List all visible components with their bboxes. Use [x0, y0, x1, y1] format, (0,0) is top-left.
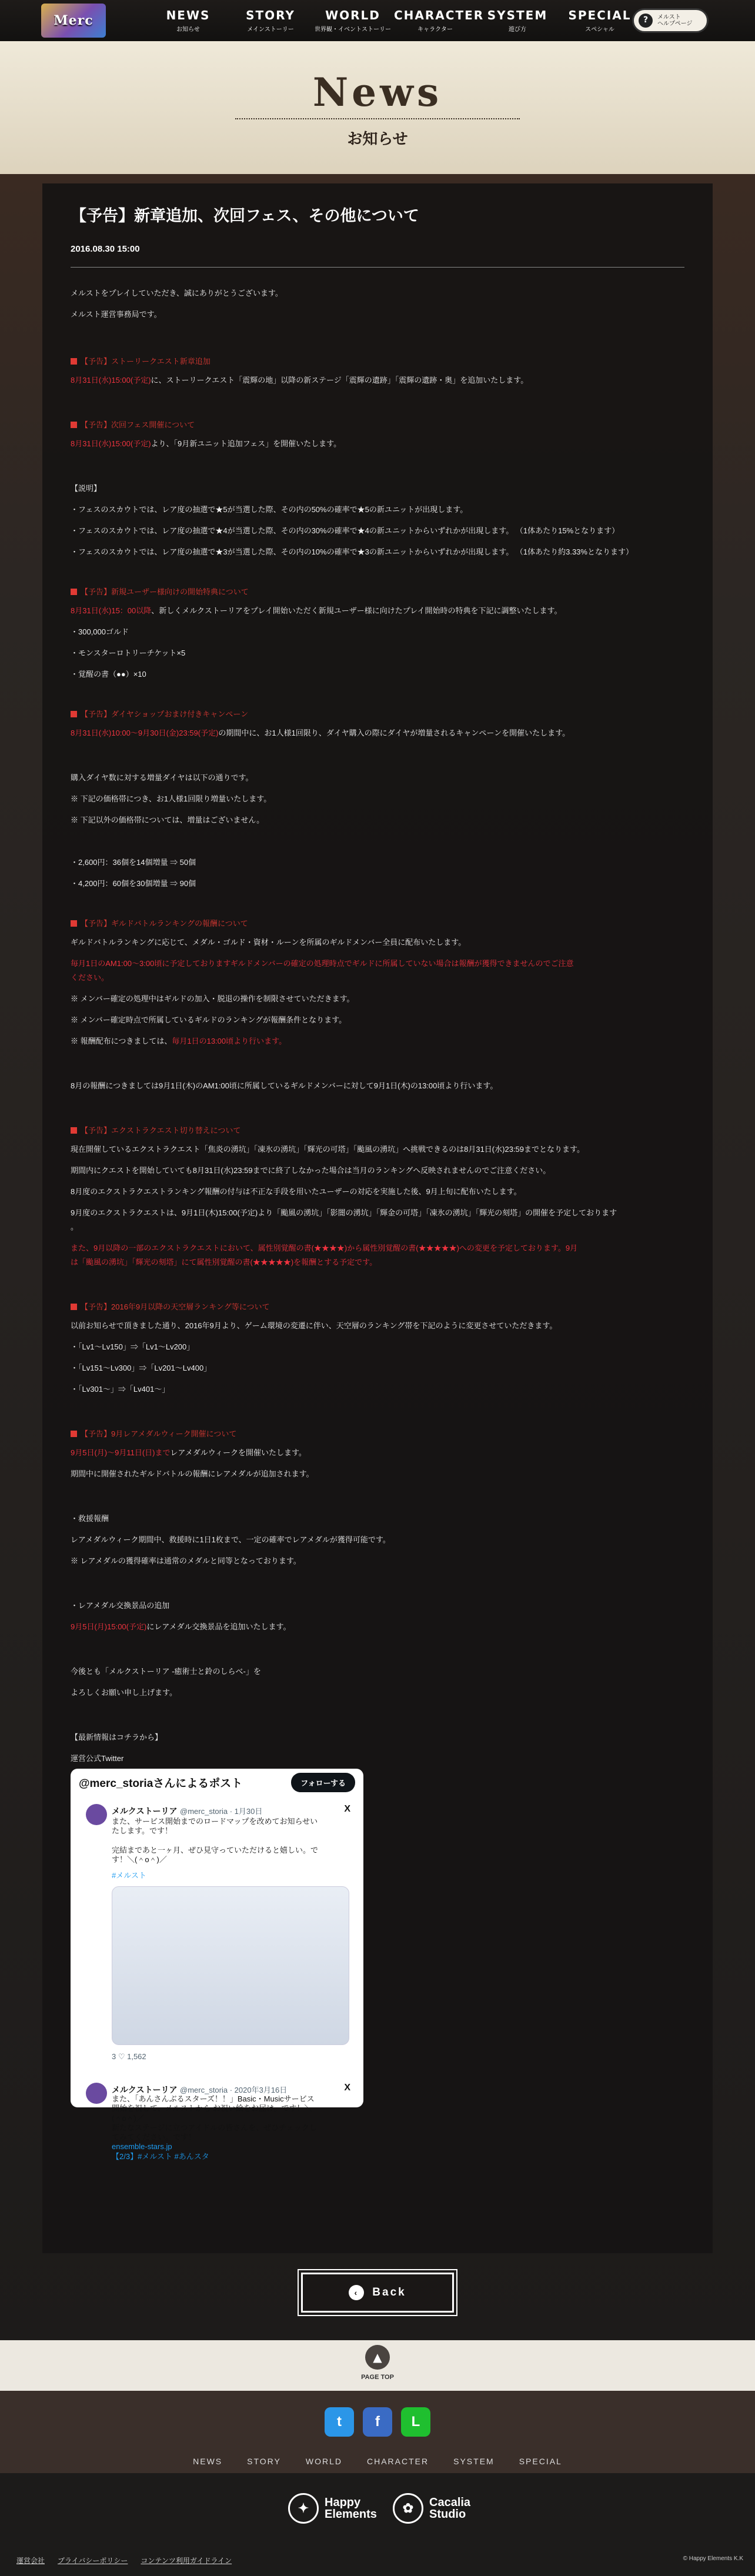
tweet-link[interactable]: ensemble-stars.jp [112, 2142, 172, 2151]
nav-label: CHARACTER [394, 8, 485, 22]
nav-world[interactable] [312, 8, 394, 33]
twitter-embed-title: @merc_storiaさんによるポスト [79, 1777, 243, 1790]
page-top-label: PAGE TOP [361, 2374, 394, 2381]
footer-social [0, 2391, 755, 2473]
nav-story[interactable] [229, 8, 312, 33]
body-text: 8月の報酬につきましては9月1日(木)のAM1:00頃に所属しているギルドメンバーに対して9月1日(木)の13:00頃より行います。 [71, 1081, 498, 1090]
happy-elements-logo[interactable] [288, 2491, 377, 2526]
copyright: © Happy Elements K.K [683, 2555, 743, 2562]
happy-elements-mark-icon: ✦ [288, 2493, 319, 2524]
nav-sublabel: 遊び方 [509, 26, 526, 33]
twitter-embed[interactable] [71, 1769, 363, 2161]
brand-name: Happy Elements [325, 2496, 377, 2521]
footer-nav-news[interactable]: NEWS [193, 2457, 223, 2466]
arrow-up-icon: ▲ [365, 2345, 390, 2370]
body-text: 現在開催しているエクストラクエスト「焦炎の湧坑」「凍氷の湧坑」「輝光の可塔」「颱風の湧坑」へ挑戦できるのは8月31日(水)23:59までとなります。 [71, 1145, 584, 1154]
cacalia-mark-icon: ✿ [393, 2493, 423, 2524]
nav-label: SYSTEM [487, 8, 548, 22]
square-bullet-icon [71, 422, 77, 428]
nav-sublabel: 世界観・イベントストーリー [315, 26, 391, 33]
body-text: ・救援報酬 [71, 1514, 109, 1523]
body-text: 9月度のエクストラクエストは、9月1日(木)15:00(予定)より「颱風の湧坑」「影闇の湧坑」「輝金の可塔」「凍氷の湧坑」「輝光の刻塔」の開催を予定しております [71, 1208, 617, 1217]
tweet-author: メルクストーリア [112, 1806, 178, 1816]
body-text: ・4,200円：60個を30個増量 ⇒ 90個 [71, 879, 196, 888]
nav-sublabel: スペシャル [585, 26, 614, 33]
body-text: ・2,600円：36個を14個増量 ⇒ 50個 [71, 858, 196, 867]
body-text: 8月度のエクストラクエストランキング報酬の付与は不正な手段を用いたユーザーの対応を実施した後、9月上旬に配布いたします。 [71, 1187, 522, 1196]
body-text: ※ 下記の価格帯につき、お1人様1回限り増量いたします。 [71, 794, 272, 803]
square-bullet-icon [71, 358, 77, 365]
square-bullet-icon [71, 1127, 77, 1134]
tweet-handle: @merc_storia · 2020年3月16日 [180, 2086, 288, 2094]
nav-label: SPECIAL [568, 8, 632, 22]
body-text: メルストをプレイしていただき、誠にありがとうございます。 [71, 289, 283, 298]
tweet-hashtag[interactable]: 【2/3】#メルスト #あんスタ [112, 2151, 209, 2161]
nav-label: STORY [246, 8, 295, 22]
section-heading: 【予告】新規ユーザー様向けの開始特典について [71, 588, 249, 596]
twitter-embed-header [71, 1769, 363, 1796]
footer-nav-world[interactable]: WORLD [305, 2457, 342, 2466]
question-icon: ? [639, 14, 653, 28]
square-bullet-icon [71, 711, 77, 717]
body-text: 8月31日(水)15:00(予定)に、ストーリークエスト「震輝の地」以降の新ステージ「震輝の遺跡」「震輝の遺跡・奥」を追加いたします。 [71, 376, 529, 385]
page-banner [0, 41, 755, 174]
footer-nav [0, 2457, 755, 2466]
avatar [86, 1804, 107, 1825]
nav-label: WORLD [325, 8, 380, 22]
body-text: ・300,000ゴルド [71, 627, 129, 636]
nav-special[interactable] [559, 8, 641, 33]
back-label: Back [372, 2286, 406, 2298]
footer-nav-story[interactable]: STORY [247, 2457, 281, 2466]
tweet-stats: 3 ♡ 1,562 [112, 2052, 146, 2061]
body-text: ・「Lv151〜Lv300」⇒「Lv201〜Lv400」 [71, 1364, 212, 1372]
help-page-button[interactable] [632, 8, 709, 33]
body-text: また、9月以降の一部のエクストラクエストにおいて、属性別覚醒の書(★★★★)から属性別覚醒の書(★★★★★)への変更を予定しております。9月 [71, 1244, 578, 1252]
section-heading: 【予告】エクストラクエスト切り替えについて [71, 1127, 240, 1134]
article-date: 2016.08.30 15:00 [71, 244, 140, 254]
site-logo[interactable] [41, 4, 106, 38]
line-icon[interactable]: L [401, 2407, 430, 2437]
body-text: よろしくお願い申し上げます。 [71, 1688, 177, 1697]
body-text: 8月31日(水)10:00〜9月30日(金)23:59(予定)の期間中に、お1人様1回限り、ダイヤ購入の際にダイヤが増量されるキャンペーンを開催いたします。 [71, 729, 570, 737]
page-title: News [312, 69, 443, 115]
square-bullet-icon [71, 920, 77, 927]
section-heading: 【予告】2016年9月以降の天空層ランキング等について [71, 1303, 270, 1311]
body-text: 【最新情報はコチラから】 [71, 1733, 163, 1742]
nav-sublabel: キャラクター [417, 26, 453, 33]
logo-text: Merc [54, 13, 93, 28]
x-logo-icon: X [344, 2083, 350, 2093]
square-bullet-icon [71, 589, 77, 595]
brand-name: Cacalia Studio [429, 2496, 471, 2521]
tweet-text: また、「あんさんぶるスターズ！！」Basic・Musicサービス 開始を祝して、メルストから お祝い絵をお届け。です！＼ (＾o＾)／ 新たなステージに立つアイドルの皆さんを、ぜひチェックし てみてください。です！ ensemble-stars.jp 【2/3】#メルスト #あんスタ [112, 2094, 317, 2161]
section-heading: 【予告】ギルドバトルランキングの報酬について [71, 920, 248, 927]
section-heading: 【予告】ストーリークエスト新章追加 [71, 358, 211, 365]
section-heading: 【予告】次回フェス開催について [71, 421, 195, 429]
body-text: 購入ダイヤ数に対する増量ダイヤは以下の通りです。 [71, 773, 253, 782]
body-text: 【説明】 [71, 484, 102, 493]
x-logo-icon: X [344, 1804, 350, 1814]
back-button[interactable] [301, 2273, 454, 2313]
footer-link[interactable]: コンテンツ利用ガイドライン [141, 2557, 232, 2565]
body-text: 以前お知らせで頂きました通り、2016年9月より、ゲーム環境の変遷に伴い、天空層のランキング帯を下記のように変更させていただきます。 [71, 1321, 557, 1330]
body-text: レアメダルウィーク期間中、救援時に1日1枚まで、一定の確率でレアメダルが獲得可能です。 [71, 1535, 390, 1544]
title-divider [235, 118, 520, 119]
nav-label: NEWS [166, 8, 211, 22]
nav-system[interactable] [476, 8, 559, 33]
site-header [0, 0, 755, 41]
body-text: ・「Lv1〜Lv150」⇒「Lv1〜Lv200」 [71, 1342, 195, 1351]
nav-sublabel: お知らせ [176, 26, 200, 33]
footer-link[interactable]: 運営会社 [16, 2557, 45, 2565]
body-text: ※ 下記以外の価格帯については、増量はございません。 [71, 816, 265, 824]
footer-links [16, 2555, 232, 2565]
back-arrow-icon: ‹ [349, 2285, 364, 2300]
body-text: ※ メンバー確定時点で所属しているギルドのランキングが報酬条件となります。 [71, 1015, 347, 1024]
footer-nav-special[interactable]: SPECIAL [519, 2457, 562, 2466]
help-label: メルスト ヘルプページ [657, 14, 693, 27]
body-text: ・覚醒の書（●●）×10 [71, 670, 146, 679]
page-top-button[interactable] [0, 2340, 755, 2391]
section-heading: 【予告】ダイヤショップおまけ付きキャンペーン [71, 710, 248, 718]
avatar [86, 2083, 107, 2104]
body-text: 期間中に開催されたギルドバトルの報酬にレアメダルが追加されます。 [71, 1469, 314, 1478]
body-text: ください。 [71, 973, 109, 982]
body-text: 9月5日(月)〜9月11日(日)までレアメダルウィークを開催いたします。 [71, 1448, 306, 1457]
nav-sublabel: メインストーリー [247, 26, 294, 33]
footer-link[interactable]: プライバシーポリシー [58, 2557, 128, 2565]
body-text: 。 [71, 1222, 79, 1231]
body-text: 今後とも「メルクストーリア -癒術士と鈴のしらべ-」を [71, 1667, 261, 1676]
article-title: 【予告】新章追加、次回フェス、その他について [71, 207, 419, 225]
tweet-text: また、サービス開始までのロードマップを改めてお知らせい たします。です！ 完結まであと一ヶ月、ぜひ見守っていただけると嬉しい。で す！＼(＾o＾)／ [112, 1817, 319, 1864]
body-text: ・モンスターロトリーチケット×5 [71, 649, 186, 657]
tweet-hashtag[interactable]: #メルスト [112, 1871, 146, 1880]
follow-button[interactable]: フォローする [291, 1773, 355, 1792]
square-bullet-icon [71, 1304, 77, 1310]
tweet-author: メルクストーリア [112, 2085, 178, 2094]
body-text: ・フェスのスカウトでは、レア度の抽選で★3が当選した際、その内の10%の確率で★3の新ユニットからいずれかが出現します。 （1体あたり約3.33%となります） [71, 547, 633, 556]
cacalia-studio-logo[interactable] [393, 2491, 470, 2526]
body-text: ※ 報酬配布につきましては、毎月1日の13:00頃より行います。 [71, 1037, 287, 1045]
tweet-image[interactable] [112, 1886, 349, 2045]
body-text: 8月31日(水)15：00以降、新しくメルクストーリアをプレイ開始いただく新規ユーザー様に向けたプレイ開始時の特典を下記に調整いたします。 [71, 606, 562, 615]
footer-bottom [0, 2473, 755, 2576]
section-heading: 【予告】9月レアメダルウィーク開催について [71, 1430, 236, 1438]
body-text: ・「Lv301〜」⇒「Lv401〜」 [71, 1385, 170, 1394]
main-nav [147, 8, 641, 33]
body-text: ギルドバトルランキングに応じて、メダル・ゴルド・資材・ルーンを所属のギルドメンバー全員に配布いたします。 [71, 938, 466, 947]
body-text: ※ メンバー確定の処理中はギルドの加入・脱退の操作を制限させていただきます。 [71, 994, 355, 1003]
body-text: 9月5日(月)15:00(予定)にレアメダル交換景品を追加いたします。 [71, 1622, 291, 1631]
facebook-icon[interactable]: f [363, 2407, 392, 2437]
body-text: 8月31日(水)15:00(予定)より、「9月新ユニット追加フェス」を開催いたします。 [71, 439, 342, 448]
nav-character[interactable] [394, 8, 485, 33]
body-text: は「颱風の湧坑」「輝光の刻塔」にて属性別覚醒の書(★★★★★)を報酬とする予定です。 [71, 1258, 378, 1267]
tweet-handle: @merc_storia · 1月30日 [180, 1807, 263, 1816]
square-bullet-icon [71, 1431, 77, 1437]
body-text: ・フェスのスカウトでは、レア度の抽選で★4が当選した際、その内の30%の確率で★4の新ユニットからいずれかが出現します。 （1体あたり15%となります） [71, 526, 620, 535]
footer-nav-system[interactable]: SYSTEM [453, 2457, 495, 2466]
body-text: 運営公式Twitter [71, 1754, 124, 1763]
body-text: メルスト運営事務局です。 [71, 310, 162, 319]
footer-nav-character[interactable]: CHARACTER [367, 2457, 429, 2466]
twitter-icon[interactable]: t [325, 2407, 354, 2437]
body-text: ※ レアメダルの獲得確率は通常のメダルと同等となっております。 [71, 1556, 301, 1565]
page-subtitle: お知らせ [347, 131, 408, 148]
nav-news[interactable] [147, 8, 229, 33]
body-text: ・レアメダル交換景品の追加 [71, 1601, 170, 1610]
body-text: ・フェスのスカウトでは、レア度の抽選で★5が当選した際、その内の50%の確率で★5の新ユニットが出現します。 [71, 505, 468, 514]
title-rule [71, 267, 684, 268]
body-text: 毎月1日のAM1:00〜3:00頃に予定しておりますギルドメンバーの確定の処理時点でギルドに所属していない場合は報酬が獲得できませんのでご注意 [71, 959, 574, 968]
body-text: 期間内にクエストを開始していても8月31日(水)23:59までに終了しなかった場合は当月のランキングへ反映されませんのでご注意ください。 [71, 1166, 551, 1175]
